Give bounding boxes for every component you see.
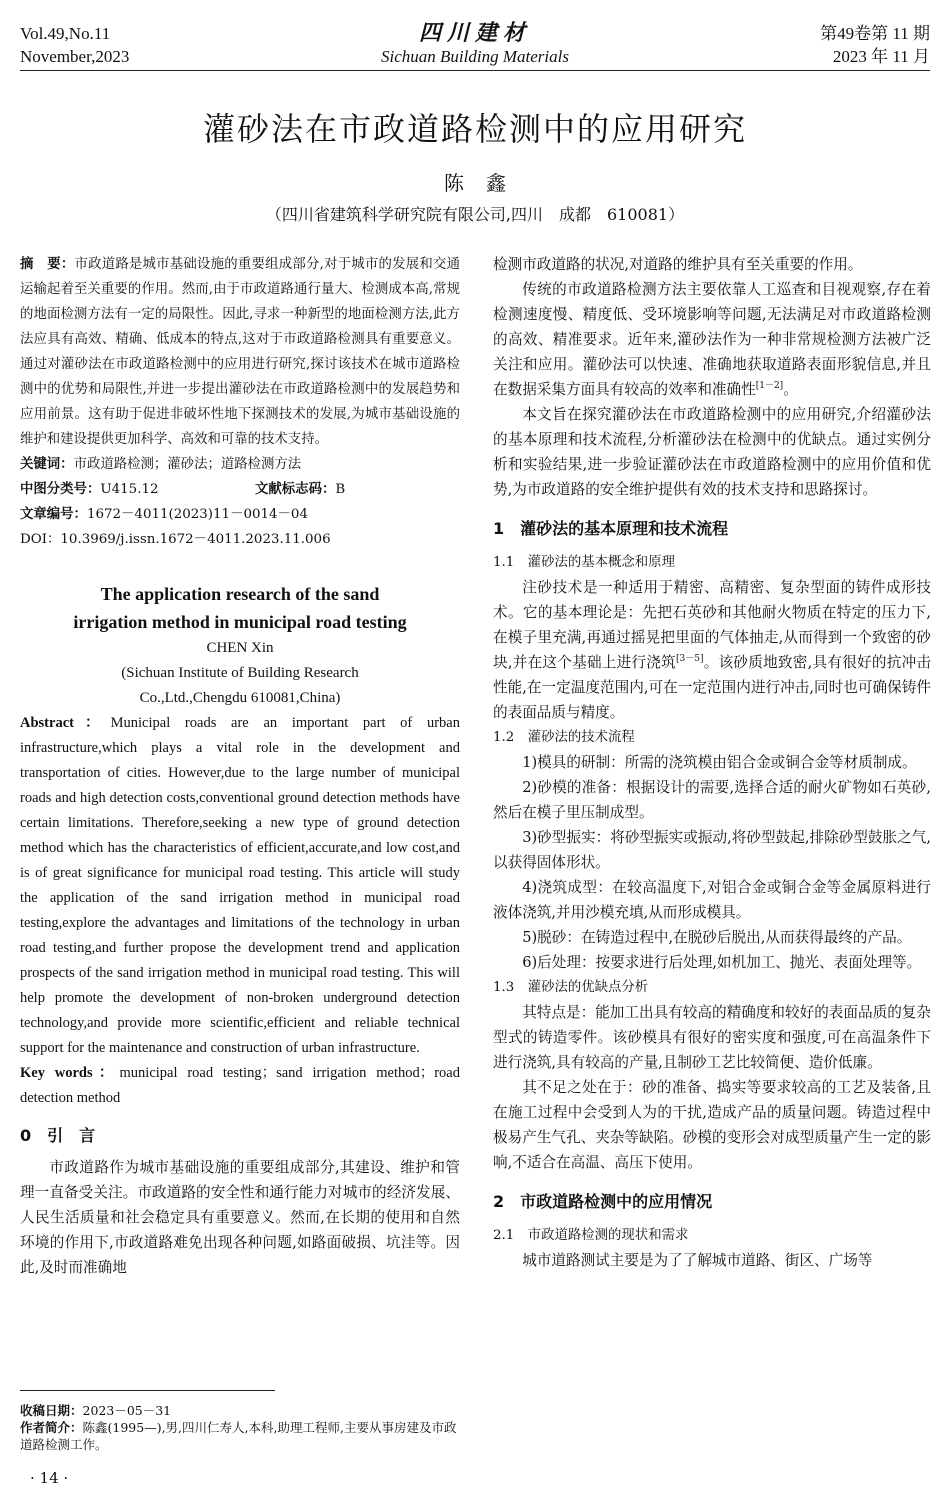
en-keywords (20, 1061, 460, 1111)
en-title-line1: The application research of the sand (100, 584, 380, 604)
doi-line (20, 527, 460, 552)
section-1-3-paragraph-b: 其不足之处在于：砂的准备、捣实等要求较高的工艺及装备,且在施工过程中会受到人为的干扰,造成产品的质量问题。铸造过程中极易产生气孔、夹杂等缺陷。砂模的变形会对成型质量产生一定的影响,不适合在高温、高压下使用。 (493, 1079, 931, 1171)
en-abstract (20, 711, 460, 1061)
step-4: 4)浇筑成型：在较高温度下,对铝合金或铜合金等金属原料进行液体浇筑,并用沙模充填,从而形成模具。 (493, 879, 931, 921)
section-2-heading: 2 市政道路检测中的应用情况 (493, 1192, 713, 1211)
citation-1-2: [1－2] (755, 381, 784, 391)
article-no-label: 文章编号： (20, 506, 87, 522)
section-0-paragraph: 市政道路作为城市基础设施的重要组成部分,其建设、维护和管理一直备受关注。市政道路的安全性和通行能力对城市的经济发展、人民生活质量和社会稳定具有重要意义。然而,在长期的使用和自然环境的作用下,市政道路难免出现各种问题,如路面破损、坑洼等。因此,及时而准确地 (20, 1159, 460, 1276)
paper-affiliation: （四川省建筑科学研究院有限公司,四川 成都 610081） (265, 205, 685, 224)
right-column (493, 252, 931, 1273)
received-label: 收稿日期： (20, 1403, 83, 1418)
section-1-2-heading: 1.2 灌砂法的技术流程 (493, 730, 635, 745)
paper-title: 灌砂法在市政道路检测中的应用研究 (202, 110, 747, 148)
journal-name-en: Sichuan Building Materials (381, 47, 569, 66)
left-column (20, 252, 460, 1280)
section-2-1-heading: 2.1 市政道路检测的现状和需求 (493, 1228, 689, 1243)
doc-code-label: 文献标志码： (255, 481, 336, 497)
section-1-3-paragraph-a: 其特点是：能加工出具有较高的精确度和较好的表面品质的复杂型式的铸造零件。该砂模具有很好的密实度和强度,可在高温条件下进行浇筑,具有较高的产量,且制砂工艺比较简便、造价低廉。 (493, 1004, 931, 1071)
en-abstract-label: Abstract： (20, 715, 111, 731)
step-2: 2)砂模的准备：根据设计的需要,选择合适的耐火矿物如石英砂,然后在模子里压制成型。 (493, 779, 931, 821)
header-date-en: November,2023 (20, 47, 130, 66)
header-rule (20, 70, 930, 71)
keywords-cn (20, 452, 460, 477)
step-1: 1)模具的研制：所需的浇筑模由铝合金或铜合金等材质制成。 (522, 754, 917, 771)
section-1-1-heading: 1.1 灌砂法的基本概念和原理 (493, 555, 675, 570)
page-number: · 14 · (30, 1469, 69, 1487)
header-volume-cn: 第49卷第 11 期 (820, 24, 930, 43)
doi-label: DOI： (20, 532, 61, 547)
section-1-1-text: 注砂技术是一种适用于精密、高精密、复杂型面的铸件成形技术。它的基本理论是：先把石英砂和其他耐火物质在特定的压力下,在模子里充满,再通过摇晃把里面的气体抽走,从而得到一个致密的砂块,并在这个基础上进行浇筑 (493, 579, 931, 671)
article-number-line (20, 502, 460, 527)
en-keywords-text: municipal road testing；sand irrigation method；road detection method (20, 1065, 460, 1106)
en-affil-line2: Co.,Ltd.,Chengdu 610081,China) (139, 690, 341, 706)
received-date: 2023－05－31 (82, 1403, 172, 1418)
section-1-heading: 1 灌砂法的基本原理和技术流程 (493, 519, 729, 538)
section-1-1-paragraph (493, 575, 931, 725)
section-0-body (20, 1155, 460, 1280)
en-author: CHEN Xin (206, 640, 274, 656)
intro-paragraph-2-end: 。 (783, 381, 798, 398)
abstract-cn-label: 摘 要： (20, 256, 75, 272)
intro-paragraph-3: 本文旨在探究灌砂法在市政道路检测中的应用研究,介绍灌砂法的基本原理和技术流程,分析灌砂法在检测中的优缺点。通过实例分析和实验结果,进一步验证灌砂法在市政道路检测中的应用价值和优势,为市政道路的安全维护提供有效的技术支持和思路探讨。 (493, 406, 931, 498)
en-title-line2: irrigation method in municipal road testing (73, 612, 407, 632)
author-bio-label: 作者简介： (20, 1420, 83, 1435)
intro-paragraph-2 (493, 277, 931, 402)
footnote-rule (20, 1390, 275, 1391)
intro-continuation: 检测市政道路的状况,对道路的维护具有至关重要的作用。 (493, 256, 863, 273)
doi-value: 10.3969/j.issn.1672－4011.2023.11.006 (60, 532, 331, 547)
clc-label: 中图分类号： (20, 481, 101, 497)
step-6: 6)后处理：按要求进行后处理,如机加工、抛光、表面处理等。 (522, 954, 922, 971)
keywords-cn-label: 关键词： (20, 456, 74, 472)
footnote-received (20, 1402, 460, 1419)
abstract-cn-text: 市政道路是城市基础设施的重要组成部分,对于城市的发展和交通运输起着至关重要的作用。然而,由于市政道路通行量大、检测成本高,常规的地面检测方法有一定的局限性。因此,寻求一种新型的地面检测方法,此方法应具有高效、精确、低成本的特点,这对于市政道路检测具有重要意义。通过对灌砂法在市政道路检测中的应用进行研究,探讨该技术在城市道路检测中的优势和局限性,并进一步提出灌砂法在市政道路检测中的发展趋势和应用前景。这有助于促进非破坏性地下探测技术的发展,为城市基础设施的维护和建设提供更加科学、高效和可靠的技术支持。 (20, 257, 460, 447)
article-no-value: 1672－4011(2023)11－0014－04 (86, 507, 308, 522)
paper-author: 陈鑫 (444, 171, 528, 195)
en-affil-line1: (Sichuan Institute of Building Research (121, 665, 359, 681)
step-3: 3)砂型振实：将砂型振实或振动,将砂型鼓起,排除砂型鼓胀之气,以获得固体形状。 (493, 829, 931, 871)
section-2-1-paragraph: 城市道路测试主要是为了了解城市道路、街区、广场等 (522, 1252, 873, 1269)
author-bio-text: 陈鑫(1995—),男,四川仁寿人,本科,助理工程师,主要从事房建及市政道路检测工作。 (20, 1420, 457, 1452)
citation-3-5: [3－5] (676, 654, 704, 664)
header-date-cn: 2023 年 11 月 (832, 47, 930, 66)
footnote-author (20, 1419, 460, 1453)
abstract-cn (20, 252, 460, 452)
clc-value: U415.12 (100, 482, 159, 497)
section-1-3-heading: 1.3 灌砂法的优缺点分析 (493, 980, 649, 995)
intro-paragraph-2-text: 传统的市政道路检测方法主要依靠人工巡查和目视观察,存在着检测速度慢、精度低、受环境影响等问题,无法满足对市政道路检测的高效、精准要求。近年来,灌砂法作为一种非常规检测方法被广泛关注和应用。灌砂法可以快速、准确地获取道路表面形貌信息,并且在数据采集方面具有较高的效率和准确性 (493, 281, 931, 398)
footnote (20, 1402, 460, 1453)
doc-code-value: B (335, 482, 346, 497)
keywords-cn-text: 市政道路检测；灌砂法；道路检测方法 (73, 457, 302, 472)
classification-line (20, 477, 460, 502)
en-abstract-text: Municipal roads are an important part of urban infrastructure,which plays a vital role in the development and transportation of cities. However,due to the large number of municipal roads and high detection costs,conventional ground detection methods have certain limitations. Therefore,seeking a new type of ground detection method which has the characteristics of efficient,accurate,and low cost,and is of great significance for municipal road testing. This article will study the application of the sand irrigation method in municipal road testing,explore the advantages and limitations of the technology in urban road testing,and further propose the development trend and application prospects of the sand irrigation method in municipal road testing. This will help promote the development of non-broken underground detection technology,and provide more scientific,efficient and reliable technical support for the maintenance and construction of urban infrastructure. (20, 715, 460, 1056)
section-1-1-end: 。该砂质地致密,具有很好的抗冲击性能,在一定温度范围内,可在一定范围内进行冲击,同时也可确保铸件的表面品质与精度。 (493, 654, 932, 721)
step-5: 5)脱砂：在铸造过程中,在脱砂后脱出,从而获得最终的产品。 (522, 929, 912, 946)
en-keywords-label: Key words： (20, 1065, 120, 1081)
journal-logo: 四川建材 (418, 20, 531, 46)
section-0-heading: 0 引 言 (20, 1126, 96, 1145)
header-volume-en: Vol.49,No.11 (20, 24, 111, 43)
